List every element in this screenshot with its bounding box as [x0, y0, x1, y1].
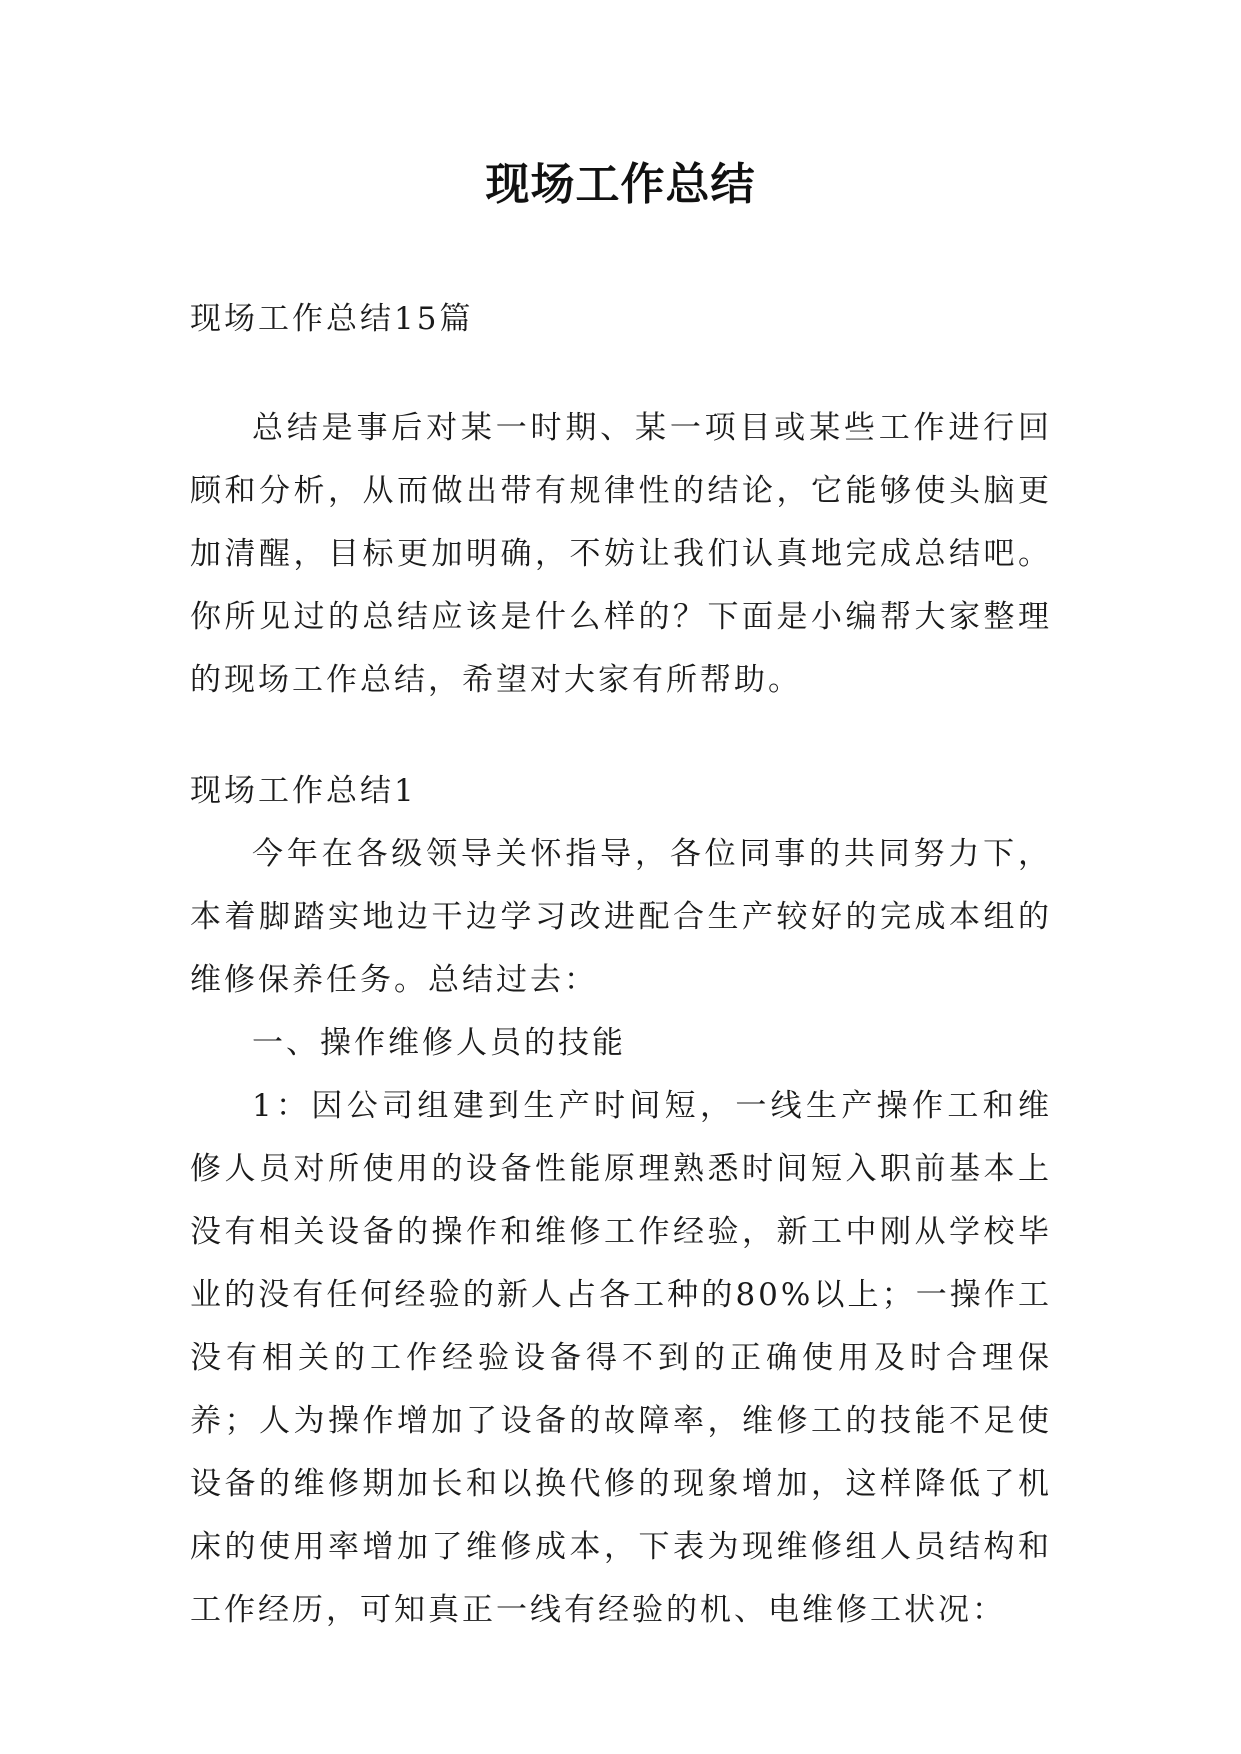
intro-paragraph: 总结是事后对某一时期、某一项目或某些工作进行回顾和分析，从而做出带有规律性的结论，它能够使头脑更加清醒，目标更加明确，不妨让我们认真地完成总结吧。你所见过的总结应该是什么样的？下面是小编帮大家整理的现场工作总结，希望对大家有所帮助。	[190, 410, 1052, 698]
body-paragraph: 1：因公司组建到生产时间短，一线生产操作工和维修人员对所使用的设备性能原理熟悉时间短入职前基本上没有相关设备的操作和维修工作经验，新工中刚从学校毕业的没有任何经验的新人占各工种的80%以上；一操作工没有相关的工作经验设备得不到的正确使用及时合理保养；人为操作增加了设备的故障率，维修工的技能不足使设备的维修期加长和以换代修的现象增加，这样降低了机床的使用率增加了维修成本，下表为现维修组人员结构和工作经历，可知真正一线有经验的机、电维修工状况：	[190, 1088, 1052, 1628]
subsection-heading: 一、操作维修人员的技能	[252, 1025, 626, 1061]
section-heading: 现场工作总结1	[190, 773, 417, 809]
document-body	[190, 288, 1052, 1642]
document-subtitle: 现场工作总结15篇	[190, 301, 474, 337]
body-paragraph: 今年在各级领导关怀指导，各位同事的共同努力下，本着脚踏实地边干边学习改进配合生产较好的完成本组的维修保养任务。总结过去：	[190, 836, 1052, 998]
document-title: 现场工作总结	[485, 159, 756, 210]
